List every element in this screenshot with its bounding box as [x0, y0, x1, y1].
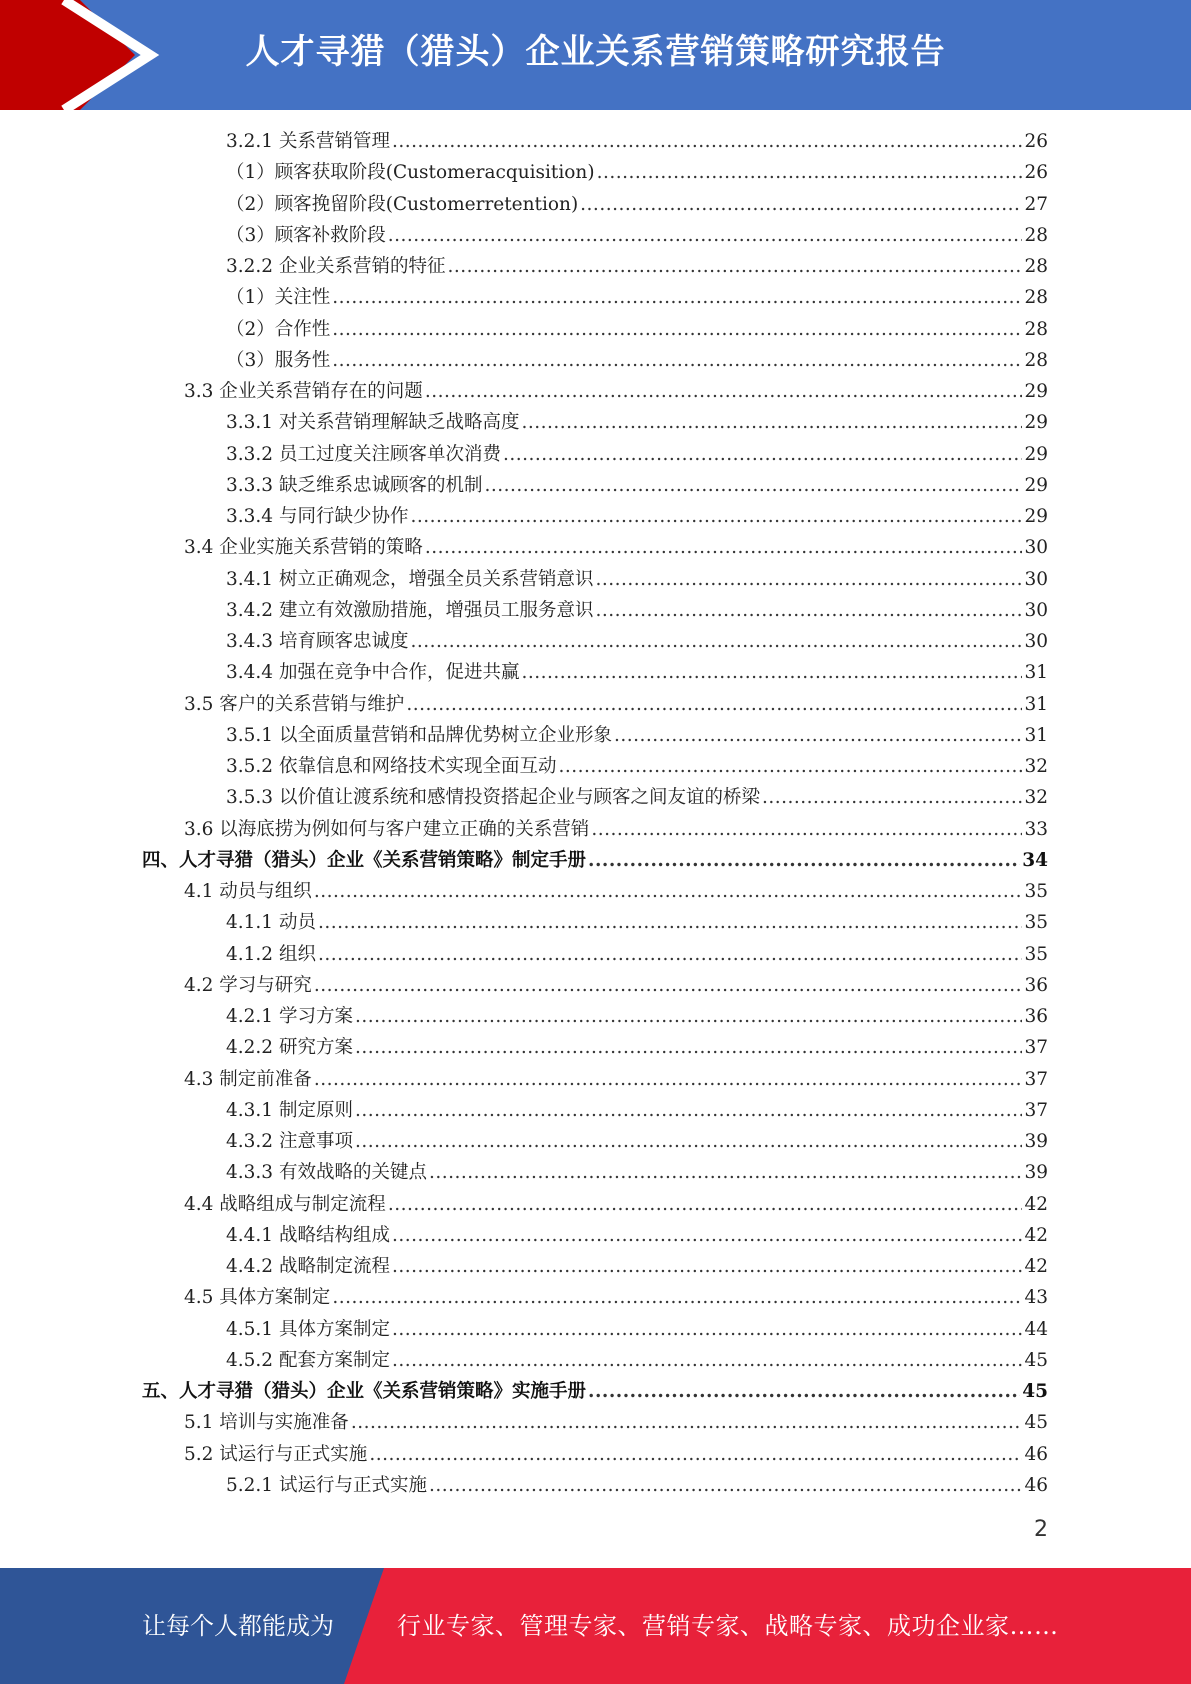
- toc-entry-title: 3.4.2 建立有效激励措施，增强员工服务意识: [226, 599, 594, 621]
- toc-subsection-entry[interactable]: [0, 1157, 1048, 1188]
- toc-dot-leader: [314, 876, 1023, 907]
- toc-subsection-entry[interactable]: [0, 782, 1048, 813]
- toc-subsection-entry[interactable]: [0, 720, 1048, 751]
- toc-subsection-entry[interactable]: [0, 126, 1048, 157]
- toc-entry-page: 30: [1024, 631, 1048, 652]
- toc-subsection-entry[interactable]: [0, 1032, 1048, 1063]
- toc-entry-title: 4.3.2 注意事项: [226, 1131, 353, 1152]
- toc-entry-title: （3）服务性: [226, 349, 331, 371]
- toc-entry-title: 4.2 学习与研究: [184, 974, 312, 996]
- toc-subsection-entry[interactable]: [0, 314, 1048, 345]
- toc-subsection-entry[interactable]: [0, 407, 1048, 438]
- toc-subsection-entry[interactable]: [0, 1345, 1048, 1376]
- toc-entry-page: 33: [1024, 818, 1048, 840]
- toc-dot-leader: [355, 1001, 1023, 1032]
- toc-entry-title: （1）顾客获取阶段(Customeracquisition): [226, 162, 595, 184]
- toc-dot-leader: [355, 1032, 1023, 1063]
- toc-dot-leader: [410, 501, 1022, 532]
- toc-subsection-entry[interactable]: [0, 470, 1048, 501]
- toc-entry-title: 4.1.1 动员: [226, 912, 316, 934]
- toc-dot-leader: [484, 470, 1022, 501]
- toc-chapter-entry[interactable]: [0, 845, 1048, 876]
- toc-section-entry[interactable]: [0, 1282, 1048, 1313]
- toc-entry-title: 3.2.1 关系营销管理: [226, 131, 390, 152]
- toc-dot-leader: [425, 532, 1023, 563]
- toc-section-entry[interactable]: [0, 1064, 1048, 1095]
- toc-subsection-entry[interactable]: [0, 251, 1048, 282]
- toc-entry-title: 五、人才寻猎（猎头）企业《关系营销策略》实施手册: [142, 1381, 587, 1402]
- toc-entry-title: 4.5.1 具体方案制定: [226, 1318, 390, 1340]
- toc-entry-page: 31: [1024, 693, 1048, 715]
- toc-entry-title: 4.2.1 学习方案: [226, 1006, 353, 1027]
- toc-section-entry[interactable]: [0, 814, 1048, 845]
- toc-dot-leader: [595, 595, 1022, 626]
- toc-entry-title: 3.5.2 依靠信息和网络技术实现全面互动: [226, 756, 557, 777]
- toc-subsection-entry[interactable]: [0, 439, 1048, 470]
- toc-dot-leader: [503, 439, 1022, 470]
- toc-entry-page: 26: [1024, 131, 1048, 152]
- toc-entry-title: 4.3 制定前准备: [184, 1068, 312, 1090]
- toc-entry-title: 5.1 培训与实施准备: [184, 1412, 349, 1434]
- toc-dot-leader: [588, 845, 1020, 876]
- toc-entry-title: 4.4.2 战略制定流程: [226, 1256, 390, 1277]
- toc-entry-title: 4.3.3 有效战略的关键点: [226, 1162, 427, 1184]
- toc-entry-page: 30: [1024, 568, 1048, 590]
- toc-dot-leader: [595, 564, 1022, 595]
- page-footer: [0, 1568, 1191, 1684]
- toc-dot-leader: [392, 1345, 1022, 1376]
- toc-subsection-entry[interactable]: [0, 595, 1048, 626]
- toc-entry-title: 四、人才寻猎（猎头）企业《关系营销策略》制定手册: [142, 849, 587, 871]
- toc-entry-title: 4.3.1 制定原则: [226, 1099, 353, 1121]
- toc-section-entry[interactable]: [0, 689, 1048, 720]
- toc-dot-leader: [425, 376, 1023, 407]
- toc-dot-leader: [332, 314, 1022, 345]
- toc-entry-page: 36: [1024, 974, 1048, 996]
- table-of-contents: [0, 126, 1191, 1501]
- toc-section-entry[interactable]: [0, 1189, 1048, 1220]
- toc-dot-leader: [521, 657, 1022, 688]
- toc-entry-title: （3）顾客补救阶段: [226, 224, 386, 246]
- toc-entry-page: 32: [1024, 756, 1048, 777]
- toc-entry-page: 31: [1024, 724, 1048, 746]
- toc-entry-title: 3.3.4 与同行缺少协作: [226, 506, 409, 527]
- toc-entry-title: 3.3.2 员工过度关注顾客单次消费: [226, 443, 501, 465]
- toc-dot-leader: [355, 1126, 1023, 1157]
- toc-subsection-entry[interactable]: [0, 1470, 1048, 1501]
- toc-subsection-entry[interactable]: [0, 626, 1048, 657]
- toc-entry-title: 3.3.1 对关系营销理解缺乏战略高度: [226, 412, 520, 434]
- toc-dot-leader: [597, 157, 1023, 188]
- page-header: [0, 0, 1191, 110]
- toc-section-entry[interactable]: [0, 532, 1048, 563]
- document-title: 人才寻猎（猎头）企业关系营销策略研究报告: [245, 32, 946, 72]
- toc-subsection-entry[interactable]: [0, 157, 1048, 188]
- toc-dot-leader: [314, 970, 1023, 1001]
- toc-entry-title: （2）顾客挽留阶段(Customerretention): [226, 193, 579, 215]
- toc-dot-leader: [392, 126, 1022, 157]
- toc-dot-leader: [369, 1439, 1022, 1470]
- toc-entry-page: 30: [1024, 537, 1048, 559]
- toc-entry-title: （2）合作性: [226, 318, 331, 340]
- toc-entry-page: 35: [1024, 943, 1048, 965]
- toc-entry-page: 43: [1024, 1287, 1048, 1309]
- toc-entry-title: 3.5 客户的关系营销与维护: [184, 693, 405, 715]
- toc-dot-leader: [392, 1220, 1022, 1251]
- page-number: 2: [1034, 1517, 1048, 1542]
- toc-entry-page: 30: [1024, 599, 1048, 621]
- toc-subsection-entry[interactable]: [0, 282, 1048, 313]
- toc-entry-title: （1）关注性: [226, 287, 331, 309]
- toc-entry-title: 3.3.3 缺乏维系忠诚顾客的机制: [226, 474, 483, 496]
- toc-dot-leader: [388, 1189, 1023, 1220]
- toc-entry-title: 3.4 企业实施关系营销的策略: [184, 537, 423, 559]
- toc-entry-page: 44: [1024, 1318, 1048, 1340]
- toc-entry-page: 37: [1024, 1068, 1048, 1090]
- toc-entry-page: 29: [1024, 443, 1048, 465]
- toc-dot-leader: [429, 1157, 1022, 1188]
- toc-entry-page: 45: [1024, 1349, 1048, 1371]
- toc-entry-page: 35: [1024, 881, 1048, 902]
- toc-entry-page: 39: [1024, 1131, 1048, 1152]
- toc-section-entry[interactable]: [0, 1439, 1048, 1470]
- toc-dot-leader: [558, 751, 1022, 782]
- toc-entry-page: 29: [1024, 412, 1048, 434]
- toc-entry-page: 39: [1024, 1162, 1048, 1184]
- toc-section-entry[interactable]: [0, 376, 1048, 407]
- toc-dot-leader: [429, 1470, 1022, 1501]
- toc-entry-page: 42: [1024, 1224, 1048, 1246]
- footer-slogan-lead: 让每个人都能成为: [142, 1612, 334, 1640]
- toc-entry-page: 42: [1024, 1256, 1048, 1277]
- toc-dot-leader: [332, 1282, 1022, 1313]
- toc-dot-leader: [447, 251, 1022, 282]
- toc-entry-page: 28: [1024, 318, 1048, 340]
- toc-dot-leader: [406, 689, 1022, 720]
- toc-entry-page: 28: [1024, 349, 1048, 371]
- toc-dot-leader: [591, 814, 1022, 845]
- toc-entry-title: 3.2.2 企业关系营销的特征: [226, 256, 446, 277]
- toc-entry-page: 26: [1024, 162, 1048, 184]
- toc-subsection-entry[interactable]: [0, 1251, 1048, 1282]
- toc-entry-page: 37: [1024, 1099, 1048, 1121]
- toc-subsection-entry[interactable]: [0, 907, 1048, 938]
- toc-dot-leader: [614, 720, 1022, 751]
- toc-section-entry[interactable]: [0, 876, 1048, 907]
- toc-subsection-entry[interactable]: [0, 751, 1048, 782]
- toc-entry-page: 29: [1024, 506, 1048, 527]
- toc-entry-page: 46: [1024, 1443, 1048, 1465]
- toc-subsection-entry[interactable]: [0, 939, 1048, 970]
- toc-dot-leader: [388, 220, 1023, 251]
- toc-dot-leader: [521, 407, 1022, 438]
- toc-entry-page: 36: [1024, 1006, 1048, 1027]
- toc-dot-leader: [580, 189, 1022, 220]
- toc-entry-title: 3.4.4 加强在竞争中合作，促进共赢: [226, 662, 520, 684]
- toc-entry-title: 4.2.2 研究方案: [226, 1037, 353, 1059]
- toc-subsection-entry[interactable]: [0, 501, 1048, 532]
- toc-subsection-entry[interactable]: [0, 220, 1048, 251]
- toc-entry-page: 29: [1024, 381, 1048, 402]
- toc-dot-leader: [314, 1064, 1023, 1095]
- toc-entry-page: 29: [1024, 474, 1048, 496]
- toc-entry-title: 3.4.3 培育顾客忠诚度: [226, 631, 409, 652]
- toc-subsection-entry[interactable]: [0, 1001, 1048, 1032]
- toc-entry-page: 28: [1024, 224, 1048, 246]
- toc-dot-leader: [392, 1251, 1022, 1282]
- toc-entry-page: 42: [1024, 1193, 1048, 1215]
- toc-dot-leader: [318, 939, 1023, 970]
- toc-subsection-entry[interactable]: [0, 345, 1048, 376]
- toc-entry-page: 28: [1024, 256, 1048, 277]
- toc-subsection-entry[interactable]: [0, 189, 1048, 220]
- toc-entry-page: 27: [1024, 193, 1048, 215]
- toc-entry-title: 3.4.1 树立正确观念，增强全员关系营销意识: [226, 568, 594, 590]
- toc-entry-title: 4.5.2 配套方案制定: [226, 1349, 390, 1371]
- toc-entry-page: 45: [1022, 1381, 1048, 1402]
- toc-entry-page: 37: [1024, 1037, 1048, 1059]
- toc-entry-title: 4.1 动员与组织: [184, 881, 312, 902]
- toc-entry-title: 4.4 战略组成与制定流程: [184, 1193, 386, 1215]
- toc-entry-title: 4.5 具体方案制定: [184, 1287, 331, 1309]
- toc-entry-title: 5.2 试运行与正式实施: [184, 1443, 368, 1465]
- toc-entry-title: 5.2.1 试运行与正式实施: [226, 1474, 427, 1496]
- toc-section-entry[interactable]: [0, 1407, 1048, 1438]
- toc-dot-leader: [332, 282, 1022, 313]
- toc-entry-page: 35: [1024, 912, 1048, 934]
- toc-entry-page: 32: [1024, 787, 1048, 809]
- toc-entry-title: 4.1.2 组织: [226, 943, 316, 965]
- toc-dot-leader: [351, 1407, 1023, 1438]
- toc-subsection-entry[interactable]: [0, 564, 1048, 595]
- toc-subsection-entry[interactable]: [0, 1126, 1048, 1157]
- toc-entry-title: 3.3 企业关系营销存在的问题: [184, 381, 423, 402]
- toc-entry-page: 34: [1022, 849, 1048, 871]
- toc-entry-title: 4.4.1 战略结构组成: [226, 1224, 390, 1246]
- toc-chapter-entry[interactable]: [0, 1376, 1048, 1407]
- toc-subsection-entry[interactable]: [0, 1095, 1048, 1126]
- toc-subsection-entry[interactable]: [0, 657, 1048, 688]
- toc-entry-title: 3.5.3 以价值让渡系统和感情投资搭起企业与顾客之间友谊的桥梁: [226, 787, 760, 809]
- toc-dot-leader: [762, 782, 1022, 813]
- footer-slogan-roles: 行业专家、管理专家、营销专家、战略专家、成功企业家……: [397, 1612, 1059, 1640]
- toc-dot-leader: [588, 1376, 1020, 1407]
- toc-entry-page: 28: [1024, 287, 1048, 309]
- toc-dot-leader: [392, 1314, 1022, 1345]
- toc-dot-leader: [318, 907, 1023, 938]
- toc-entry-page: 31: [1024, 662, 1048, 684]
- toc-subsection-entry[interactable]: [0, 1220, 1048, 1251]
- toc-dot-leader: [332, 345, 1022, 376]
- toc-dot-leader: [355, 1095, 1023, 1126]
- toc-dot-leader: [410, 626, 1022, 657]
- toc-subsection-entry[interactable]: [0, 1314, 1048, 1345]
- toc-entry-title: 3.5.1 以全面质量营销和品牌优势树立企业形象: [226, 724, 612, 746]
- toc-section-entry[interactable]: [0, 970, 1048, 1001]
- toc-entry-page: 46: [1024, 1474, 1048, 1496]
- toc-entry-title: 3.6 以海底捞为例如何与客户建立正确的关系营销: [184, 818, 590, 840]
- toc-entry-page: 45: [1024, 1412, 1048, 1434]
